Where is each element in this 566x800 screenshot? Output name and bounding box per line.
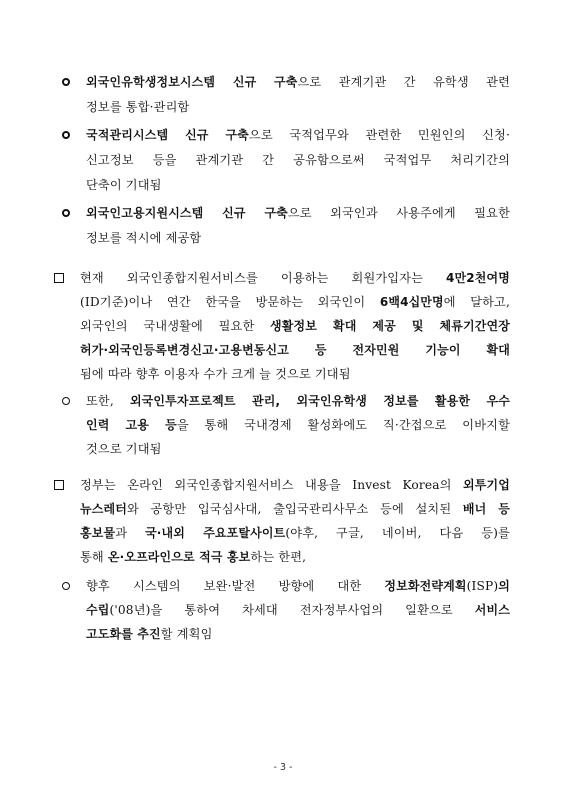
- text-line: [86, 127, 510, 143]
- text-line: [80, 549, 306, 565]
- text-line: [86, 99, 189, 115]
- text-line: [86, 602, 510, 618]
- bold-text: 4만2천여명: [446, 271, 510, 285]
- bold-text: 생활정보 확대 제공 및 체류기간연장: [270, 319, 510, 333]
- bold-circle-bullet-icon: [62, 131, 70, 139]
- bold-text: 인력 고용 등: [86, 418, 177, 432]
- page-number: - 3 -: [273, 762, 293, 773]
- bold-circle-bullet-icon: [62, 209, 70, 217]
- circle-bullet-icon: [62, 582, 70, 590]
- text: 하는 한편,: [250, 550, 307, 564]
- text: 으로 관계기관 간 유학생 관련: [297, 75, 510, 89]
- text: ('08년)을 통하여 차세대 전자정부사업의 일환으로: [109, 603, 475, 617]
- text: 으로 국적업무와 관련한 민원인의 신청·: [248, 128, 510, 142]
- text: 정부는 온라인 외국인종합지원서비스 내용을 Invest Korea의: [80, 478, 464, 492]
- text: 것으로 기대됨: [86, 442, 162, 456]
- text: 을 통해 국내경제 활성화에도 직·간접으로 이바지할: [176, 418, 510, 432]
- text: (ISP): [466, 579, 499, 593]
- square-bullet-icon: [54, 273, 64, 283]
- text-line: [80, 270, 510, 286]
- bold-text: 의: [498, 579, 510, 593]
- text-line: [86, 230, 201, 246]
- text: 또한,: [86, 394, 130, 408]
- bold-text: 수립: [86, 603, 110, 617]
- text: 됨에 따라 향후 이용자 수가 크게 늘 것으로 기대됨: [80, 367, 351, 381]
- text-line: [86, 393, 510, 409]
- bold-text: 고도화를 추진: [86, 627, 161, 641]
- text: 과: [115, 526, 146, 540]
- text: 단축이 기대됨: [86, 178, 162, 192]
- text: 할 계획임: [160, 627, 213, 641]
- text-line: [86, 578, 510, 594]
- text-line: [86, 441, 162, 457]
- text: 현재 외국인종합지원서비스를 이용하는 회원가입자는: [80, 271, 447, 285]
- bold-text: 허가·외국인등록변경신고·고용변동신고 등 전자민원 기능이 확대: [80, 343, 510, 357]
- text: 정보를 적시에 제공함: [86, 231, 202, 245]
- text-line: [80, 477, 510, 493]
- text-line: [86, 177, 162, 193]
- text: (야후, 구글, 네이버, 다음 등)를: [285, 526, 510, 540]
- text-line: [80, 342, 510, 358]
- circle-bullet-icon: [62, 397, 70, 405]
- square-bullet-icon: [54, 480, 64, 490]
- text-line: [86, 417, 510, 433]
- text: (ID기준)이나 연간 한국을 방문하는 외국인이: [80, 295, 380, 309]
- bold-text: 외국인유학생정보시스템 신규 구축: [86, 75, 298, 89]
- bold-circle-bullet-icon: [62, 78, 70, 86]
- text-line: [86, 74, 510, 90]
- bold-text: 외국인고용지원시스템 신규 구축: [86, 206, 288, 220]
- bold-text: 뉴스레터: [80, 502, 127, 516]
- text: 외국인의 국내생활에 필요한: [80, 319, 271, 333]
- text: 에 달하고,: [443, 295, 510, 309]
- text-line: [80, 318, 510, 334]
- text-line: [80, 501, 510, 517]
- bold-text: 서비스: [474, 603, 510, 617]
- text: 신고정보 등을 관계기관 간 공유함으로써 국적업무 처리기간의: [86, 153, 510, 167]
- bold-text: 배너 등: [462, 502, 510, 516]
- text-line: [80, 525, 510, 541]
- text-line: [86, 205, 510, 221]
- bold-text: 온·오프라인으로 적극 홍보: [107, 550, 251, 564]
- text-line: [80, 294, 510, 310]
- bold-text: 6백4십만명: [379, 295, 444, 309]
- text-line: [86, 626, 213, 642]
- text: 정보를 통합·관리함: [86, 100, 190, 114]
- bold-text: 국적관리시스템 신규 구축: [86, 128, 249, 142]
- bold-text: 국·내외 주요포탈사이트: [145, 526, 286, 540]
- text: 향후 시스템의 보완·발전 방향에 대한: [86, 579, 385, 593]
- bold-text: 외투기업: [463, 478, 510, 492]
- bold-text: 정보화전략계획: [384, 579, 467, 593]
- text: 와 공항만 입국심사대, 출입국관리사무소 등에 설치된: [126, 502, 463, 516]
- text: 통해: [80, 550, 108, 564]
- text-line: [86, 152, 510, 168]
- bold-text: 홍보물: [80, 526, 116, 540]
- text: 으로 외국인과 사용주에게 필요한: [287, 206, 510, 220]
- text-line: [80, 366, 351, 382]
- bold-text: 외국인투자프로젝트 관리, 외국인유학생 정보를 활용한 우수: [129, 394, 510, 408]
